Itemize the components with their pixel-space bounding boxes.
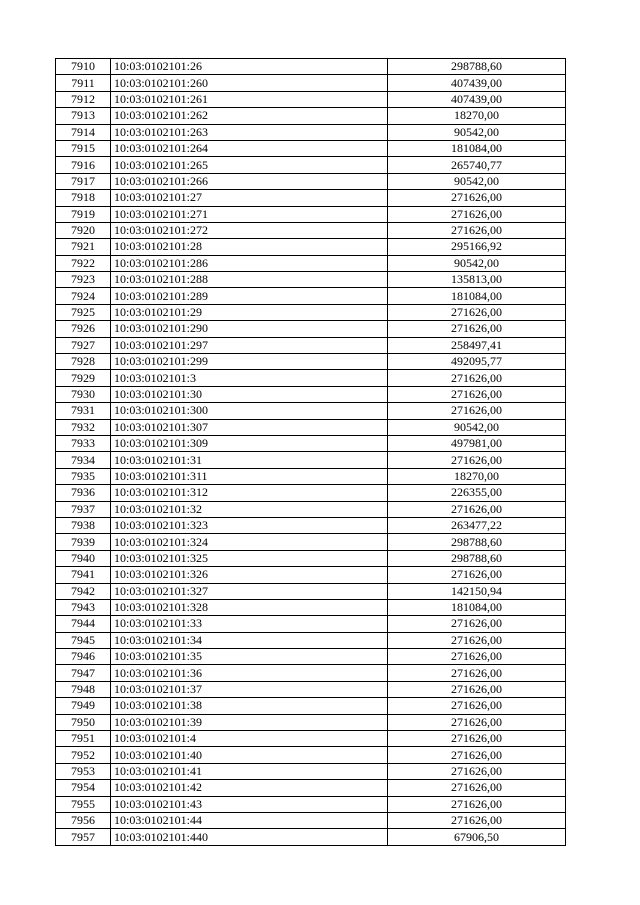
table-row <box>56 91 566 107</box>
row-number-cell: 7919 <box>56 206 111 222</box>
value-cell: 271626,00 <box>388 698 566 714</box>
row-number-cell: 7921 <box>56 239 111 255</box>
table-row <box>56 731 566 747</box>
table-row <box>56 157 566 173</box>
cadastral-number-cell: 10:03:0102101:260 <box>111 75 388 91</box>
cadastral-number-cell: 10:03:0102101:31 <box>111 452 388 468</box>
row-number-cell: 7911 <box>56 75 111 91</box>
cadastral-number-cell: 10:03:0102101:326 <box>111 567 388 583</box>
table-row <box>56 190 566 206</box>
row-number-cell: 7912 <box>56 91 111 107</box>
cadastral-number-cell: 10:03:0102101:33 <box>111 616 388 632</box>
value-cell: 271626,00 <box>388 681 566 697</box>
value-cell: 265740,77 <box>388 157 566 173</box>
cadastral-number-cell: 10:03:0102101:42 <box>111 780 388 796</box>
row-number-cell: 7924 <box>56 288 111 304</box>
value-cell: 135813,00 <box>388 272 566 288</box>
cadastral-value-table <box>55 58 566 846</box>
value-cell: 67906,50 <box>388 829 566 845</box>
value-cell: 271626,00 <box>388 747 566 763</box>
cadastral-number-cell: 10:03:0102101:324 <box>111 534 388 550</box>
table-row <box>56 501 566 517</box>
row-number-cell: 7933 <box>56 435 111 451</box>
value-cell: 298788,60 <box>388 534 566 550</box>
cadastral-number-cell: 10:03:0102101:290 <box>111 321 388 337</box>
table-row <box>56 780 566 796</box>
cadastral-number-cell: 10:03:0102101:272 <box>111 222 388 238</box>
table-row <box>56 354 566 370</box>
cadastral-number-cell: 10:03:0102101:43 <box>111 796 388 812</box>
table-row <box>56 304 566 320</box>
cadastral-number-cell: 10:03:0102101:323 <box>111 517 388 533</box>
row-number-cell: 7922 <box>56 255 111 271</box>
row-number-cell: 7930 <box>56 386 111 402</box>
value-cell: 18270,00 <box>388 468 566 484</box>
table-row <box>56 272 566 288</box>
table-row <box>56 140 566 156</box>
cadastral-number-cell: 10:03:0102101:27 <box>111 190 388 206</box>
value-cell: 271626,00 <box>388 370 566 386</box>
row-number-cell: 7920 <box>56 222 111 238</box>
row-number-cell: 7917 <box>56 173 111 189</box>
value-cell: 497981,00 <box>388 435 566 451</box>
value-cell: 226355,00 <box>388 485 566 501</box>
table-row <box>56 698 566 714</box>
value-cell: 492095,77 <box>388 354 566 370</box>
cadastral-number-cell: 10:03:0102101:300 <box>111 403 388 419</box>
value-cell: 271626,00 <box>388 632 566 648</box>
cadastral-number-cell: 10:03:0102101:327 <box>111 583 388 599</box>
cadastral-number-cell: 10:03:0102101:265 <box>111 157 388 173</box>
table-row <box>56 763 566 779</box>
value-cell: 271626,00 <box>388 222 566 238</box>
row-number-cell: 7916 <box>56 157 111 173</box>
row-number-cell: 7944 <box>56 616 111 632</box>
table-row <box>56 747 566 763</box>
value-cell: 271626,00 <box>388 731 566 747</box>
value-cell: 271626,00 <box>388 206 566 222</box>
row-number-cell: 7948 <box>56 681 111 697</box>
table-row <box>56 321 566 337</box>
cadastral-number-cell: 10:03:0102101:312 <box>111 485 388 501</box>
row-number-cell: 7931 <box>56 403 111 419</box>
cadastral-number-cell: 10:03:0102101:34 <box>111 632 388 648</box>
value-cell: 181084,00 <box>388 140 566 156</box>
value-cell: 181084,00 <box>388 288 566 304</box>
table-row <box>56 632 566 648</box>
table-row <box>56 599 566 615</box>
table-row <box>56 124 566 140</box>
value-cell: 271626,00 <box>388 796 566 812</box>
value-cell: 271626,00 <box>388 714 566 730</box>
row-number-cell: 7946 <box>56 649 111 665</box>
cadastral-number-cell: 10:03:0102101:40 <box>111 747 388 763</box>
table-row <box>56 681 566 697</box>
cadastral-number-cell: 10:03:0102101:440 <box>111 829 388 845</box>
row-number-cell: 7956 <box>56 812 111 828</box>
cadastral-number-cell: 10:03:0102101:26 <box>111 59 388 75</box>
value-cell: 90542,00 <box>388 124 566 140</box>
row-number-cell: 7954 <box>56 780 111 796</box>
cadastral-number-cell: 10:03:0102101:3 <box>111 370 388 386</box>
table-row <box>56 222 566 238</box>
cadastral-number-cell: 10:03:0102101:41 <box>111 763 388 779</box>
value-cell: 271626,00 <box>388 501 566 517</box>
value-cell: 298788,60 <box>388 59 566 75</box>
table-row <box>56 649 566 665</box>
cadastral-number-cell: 10:03:0102101:264 <box>111 140 388 156</box>
row-number-cell: 7935 <box>56 468 111 484</box>
cadastral-number-cell: 10:03:0102101:271 <box>111 206 388 222</box>
cadastral-number-cell: 10:03:0102101:29 <box>111 304 388 320</box>
cadastral-number-cell: 10:03:0102101:328 <box>111 599 388 615</box>
row-number-cell: 7943 <box>56 599 111 615</box>
row-number-cell: 7925 <box>56 304 111 320</box>
cadastral-number-cell: 10:03:0102101:38 <box>111 698 388 714</box>
table-body <box>56 59 566 846</box>
value-cell: 271626,00 <box>388 649 566 665</box>
value-cell: 271626,00 <box>388 452 566 468</box>
cadastral-number-cell: 10:03:0102101:261 <box>111 91 388 107</box>
cadastral-number-cell: 10:03:0102101:299 <box>111 354 388 370</box>
value-cell: 271626,00 <box>388 665 566 681</box>
row-number-cell: 7947 <box>56 665 111 681</box>
table-row <box>56 812 566 828</box>
cadastral-number-cell: 10:03:0102101:297 <box>111 337 388 353</box>
table-row <box>56 337 566 353</box>
table-row <box>56 403 566 419</box>
row-number-cell: 7915 <box>56 140 111 156</box>
cadastral-number-cell: 10:03:0102101:35 <box>111 649 388 665</box>
row-number-cell: 7940 <box>56 550 111 566</box>
table-row <box>56 616 566 632</box>
row-number-cell: 7941 <box>56 567 111 583</box>
row-number-cell: 7942 <box>56 583 111 599</box>
cadastral-number-cell: 10:03:0102101:39 <box>111 714 388 730</box>
table-row <box>56 173 566 189</box>
value-cell: 90542,00 <box>388 255 566 271</box>
value-cell: 407439,00 <box>388 91 566 107</box>
row-number-cell: 7928 <box>56 354 111 370</box>
table-row <box>56 583 566 599</box>
cadastral-number-cell: 10:03:0102101:30 <box>111 386 388 402</box>
cadastral-number-cell: 10:03:0102101:266 <box>111 173 388 189</box>
row-number-cell: 7939 <box>56 534 111 550</box>
table-row <box>56 714 566 730</box>
cadastral-number-cell: 10:03:0102101:289 <box>111 288 388 304</box>
row-number-cell: 7927 <box>56 337 111 353</box>
row-number-cell: 7910 <box>56 59 111 75</box>
value-cell: 271626,00 <box>388 403 566 419</box>
value-cell: 271626,00 <box>388 763 566 779</box>
cadastral-number-cell: 10:03:0102101:325 <box>111 550 388 566</box>
table-row <box>56 255 566 271</box>
cadastral-number-cell: 10:03:0102101:311 <box>111 468 388 484</box>
row-number-cell: 7957 <box>56 829 111 845</box>
value-cell: 407439,00 <box>388 75 566 91</box>
value-cell: 181084,00 <box>388 599 566 615</box>
value-cell: 258497,41 <box>388 337 566 353</box>
table-row <box>56 108 566 124</box>
table-row <box>56 59 566 75</box>
cadastral-number-cell: 10:03:0102101:36 <box>111 665 388 681</box>
cadastral-number-cell: 10:03:0102101:28 <box>111 239 388 255</box>
value-cell: 271626,00 <box>388 190 566 206</box>
cadastral-number-cell: 10:03:0102101:32 <box>111 501 388 517</box>
row-number-cell: 7929 <box>56 370 111 386</box>
value-cell: 271626,00 <box>388 304 566 320</box>
table-row <box>56 468 566 484</box>
row-number-cell: 7938 <box>56 517 111 533</box>
row-number-cell: 7918 <box>56 190 111 206</box>
table-row <box>56 206 566 222</box>
value-cell: 271626,00 <box>388 321 566 337</box>
table-row <box>56 419 566 435</box>
value-cell: 142150,94 <box>388 583 566 599</box>
table-row <box>56 75 566 91</box>
table-row <box>56 796 566 812</box>
table-row <box>56 288 566 304</box>
cadastral-number-cell: 10:03:0102101:44 <box>111 812 388 828</box>
row-number-cell: 7937 <box>56 501 111 517</box>
row-number-cell: 7953 <box>56 763 111 779</box>
cadastral-number-cell: 10:03:0102101:307 <box>111 419 388 435</box>
cadastral-number-cell: 10:03:0102101:4 <box>111 731 388 747</box>
row-number-cell: 7955 <box>56 796 111 812</box>
table-row <box>56 517 566 533</box>
table-row <box>56 567 566 583</box>
cadastral-number-cell: 10:03:0102101:37 <box>111 681 388 697</box>
table-row <box>56 550 566 566</box>
row-number-cell: 7950 <box>56 714 111 730</box>
row-number-cell: 7932 <box>56 419 111 435</box>
cadastral-number-cell: 10:03:0102101:262 <box>111 108 388 124</box>
value-cell: 271626,00 <box>388 386 566 402</box>
value-cell: 90542,00 <box>388 173 566 189</box>
row-number-cell: 7913 <box>56 108 111 124</box>
row-number-cell: 7949 <box>56 698 111 714</box>
table-row <box>56 435 566 451</box>
row-number-cell: 7951 <box>56 731 111 747</box>
cadastral-number-cell: 10:03:0102101:263 <box>111 124 388 140</box>
value-cell: 271626,00 <box>388 567 566 583</box>
row-number-cell: 7926 <box>56 321 111 337</box>
table-row <box>56 452 566 468</box>
table-row <box>56 239 566 255</box>
table-row <box>56 665 566 681</box>
value-cell: 90542,00 <box>388 419 566 435</box>
row-number-cell: 7934 <box>56 452 111 468</box>
row-number-cell: 7945 <box>56 632 111 648</box>
value-cell: 298788,60 <box>388 550 566 566</box>
row-number-cell: 7936 <box>56 485 111 501</box>
value-cell: 271626,00 <box>388 812 566 828</box>
table-row <box>56 386 566 402</box>
cadastral-number-cell: 10:03:0102101:309 <box>111 435 388 451</box>
row-number-cell: 7923 <box>56 272 111 288</box>
cadastral-number-cell: 10:03:0102101:288 <box>111 272 388 288</box>
value-cell: 271626,00 <box>388 780 566 796</box>
value-cell: 18270,00 <box>388 108 566 124</box>
row-number-cell: 7914 <box>56 124 111 140</box>
table-row <box>56 370 566 386</box>
table-row <box>56 485 566 501</box>
value-cell: 295166,92 <box>388 239 566 255</box>
table-row <box>56 829 566 845</box>
cadastral-number-cell: 10:03:0102101:286 <box>111 255 388 271</box>
table-row <box>56 534 566 550</box>
value-cell: 263477,22 <box>388 517 566 533</box>
row-number-cell: 7952 <box>56 747 111 763</box>
value-cell: 271626,00 <box>388 616 566 632</box>
